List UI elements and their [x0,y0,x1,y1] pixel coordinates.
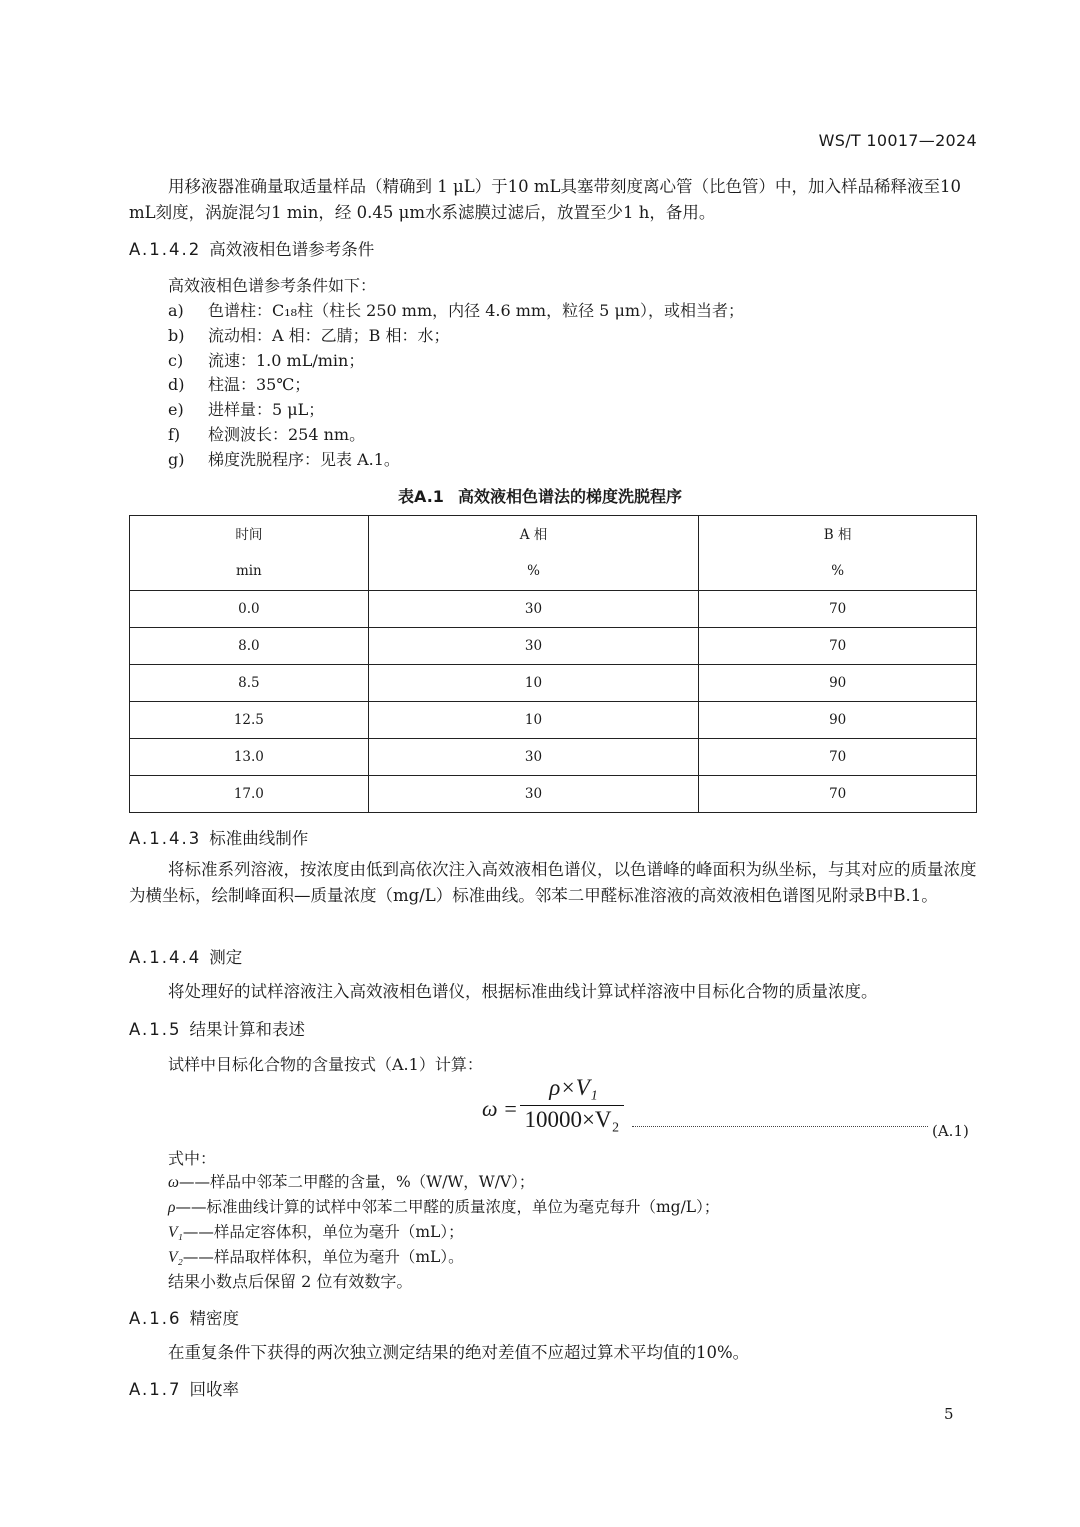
table-caption [0,484,1080,507]
gradient-table [129,515,977,813]
header-name: B 相 [823,527,852,543]
list-text: 柱温：35℃； [208,375,311,394]
where-label: 式中： [168,1149,217,1168]
formula-numerator: ρ×V₁ [549,1075,598,1100]
variable-desc: ——样品取样体积，单位为毫升（mL）。 [182,1248,464,1266]
variable-definition [168,1170,534,1192]
table-cell: 90 [699,665,977,702]
list-item [168,348,364,371]
table-cell: 10 [368,702,699,739]
formula-omega: ω [482,1096,498,1121]
standard-curve-paragraph: 将标准系列溶液，按浓度由低到高依次注入高效液相色谱仪，以色谱峰的峰面积为纵坐标，与其对应的质量浓度为横坐标，绘制峰面积—质量浓度（mg/L）标准曲线。邻苯二甲醛标准溶液的高效液相色谱图见附录B中B.1。 [129,860,977,905]
variable-symbol: ω [168,1174,179,1191]
table-header-cell [368,516,699,591]
variable-definition [168,1220,464,1242]
document-code: WS/T 10017—2024 [818,131,977,150]
table-cell: 8.0 [130,628,369,665]
table-cell: 10 [368,665,699,702]
list-item [168,323,450,346]
table-row [130,628,977,665]
table-caption-label: 表A.1 [398,487,444,506]
list-item [168,447,400,470]
list-label: d) [168,375,185,394]
section-heading-a144 [129,944,242,968]
variable-symbol: V₁ [168,1224,183,1241]
variable-definition [168,1245,464,1267]
section-title: 测定 [209,948,243,967]
section-number: A.1.5 [129,1020,182,1039]
variable-definition [168,1195,719,1217]
table-cell: 30 [368,739,699,776]
list-text: 色谱柱：C₁₈柱（柱长 250 mm，内径 4.6 mm，粒径 5 μm），或相当者； [208,301,745,320]
list-label: g) [168,450,185,469]
precision-paragraph: 在重复条件下获得的两次独立测定结果的绝对差值不应超过算术平均值的10%。 [168,1343,750,1362]
table-cell: 12.5 [130,702,369,739]
variable-symbol: V₂ [168,1249,183,1266]
section-number: A.1.4.3 [129,829,202,848]
variable-symbol: ρ [168,1199,176,1216]
section-title: 标准曲线制作 [209,829,309,848]
table-header-cell [699,516,977,591]
variable-desc: ——样品定容体积，单位为毫升（mL）； [182,1223,464,1241]
table-row [130,591,977,628]
page-number: 5 [944,1405,954,1423]
table-cell: 70 [699,739,977,776]
fraction-bar [520,1105,624,1106]
list-text: 流动相：A 相：乙腈；B 相：水； [208,326,450,345]
table-cell: 70 [699,628,977,665]
result-note: 结果小数点后保留 2 位有效数字。 [168,1272,413,1291]
table-cell: 30 [368,591,699,628]
section-title: 高效液相色谱参考条件 [209,240,375,259]
table-header-cell [130,516,369,591]
hplc-lead: 高效液相色谱参考条件如下： [168,276,377,295]
list-label: c) [168,351,184,370]
header-unit: % [527,563,540,579]
list-label: a) [168,301,184,320]
formula-denominator: 10000×V₂ [524,1107,620,1132]
variable-desc: ——样品中邻苯二甲醛的含量，%（W/W，W/V）； [178,1173,535,1191]
table-caption-title: 高效液相色谱法的梯度洗脱程序 [457,487,682,506]
calculation-lead: 试样中目标化合物的含量按式（A.1）计算： [168,1055,483,1074]
table-row [130,702,977,739]
list-item [168,298,744,321]
list-text: 检测波长：254 nm。 [208,425,366,444]
list-item [168,372,310,395]
list-text: 进样量：5 μL； [208,400,325,419]
section-number: A.1.6 [129,1309,182,1328]
section-title: 回收率 [189,1380,239,1399]
list-label: f) [168,425,181,444]
table-row [130,776,977,813]
list-item [168,397,324,420]
section-heading-a16 [129,1305,239,1329]
section-number: A.1.7 [129,1380,182,1399]
list-label: e) [168,400,184,419]
table-cell: 70 [699,776,977,813]
table-cell: 30 [368,776,699,813]
section-heading-a143 [129,825,308,849]
table-row [130,665,977,702]
sample-prep-paragraph: 用移液器准确量取适量样品（精确到 1 μL）于10 mL具塞带刻度离心管（比色管）中，加入样品稀释液至10 mL刻度，涡旋混匀1 min，经 0.45 μm水系滤膜过滤后，放置至少1 h，备用。 [129,177,962,222]
header-unit: % [831,563,845,579]
section-title: 结果计算和表述 [189,1020,305,1039]
variable-desc: ——标准曲线计算的试样中邻苯二甲醛的质量浓度，单位为毫克每升（mg/L）； [175,1198,720,1216]
section-number: A.1.4.4 [129,948,202,967]
table-cell: 70 [699,591,977,628]
section-heading-a17 [129,1376,239,1400]
header-unit: min [235,563,262,579]
list-text: 梯度洗脱程序：见表 A.1。 [208,450,400,469]
table-row [130,739,977,776]
table-cell: 8.5 [130,665,369,702]
formula-leader-dots [632,1125,928,1127]
list-label: b) [168,326,185,345]
header-name: 时间 [235,527,263,543]
table-cell: 17.0 [130,776,369,813]
table-cell: 0.0 [130,591,369,628]
formula-lhs: ω = [482,1096,518,1121]
list-item [168,422,365,445]
section-heading-a142 [129,236,374,260]
section-heading-a15 [129,1016,305,1040]
table-cell: 90 [699,702,977,739]
table-header-row [130,516,977,591]
table-cell: 13.0 [130,739,369,776]
measurement-paragraph: 将处理好的试样溶液注入高效液相色谱仪，根据标准曲线计算试样溶液中目标化合物的质量浓度。 [168,982,878,1001]
section-number: A.1.4.2 [129,240,202,259]
formula-reference: (A.1) [932,1122,969,1140]
section-title: 精密度 [189,1309,239,1328]
list-text: 流速：1.0 mL/min； [208,351,365,370]
header-name: A 相 [519,527,548,543]
table-cell: 30 [368,628,699,665]
